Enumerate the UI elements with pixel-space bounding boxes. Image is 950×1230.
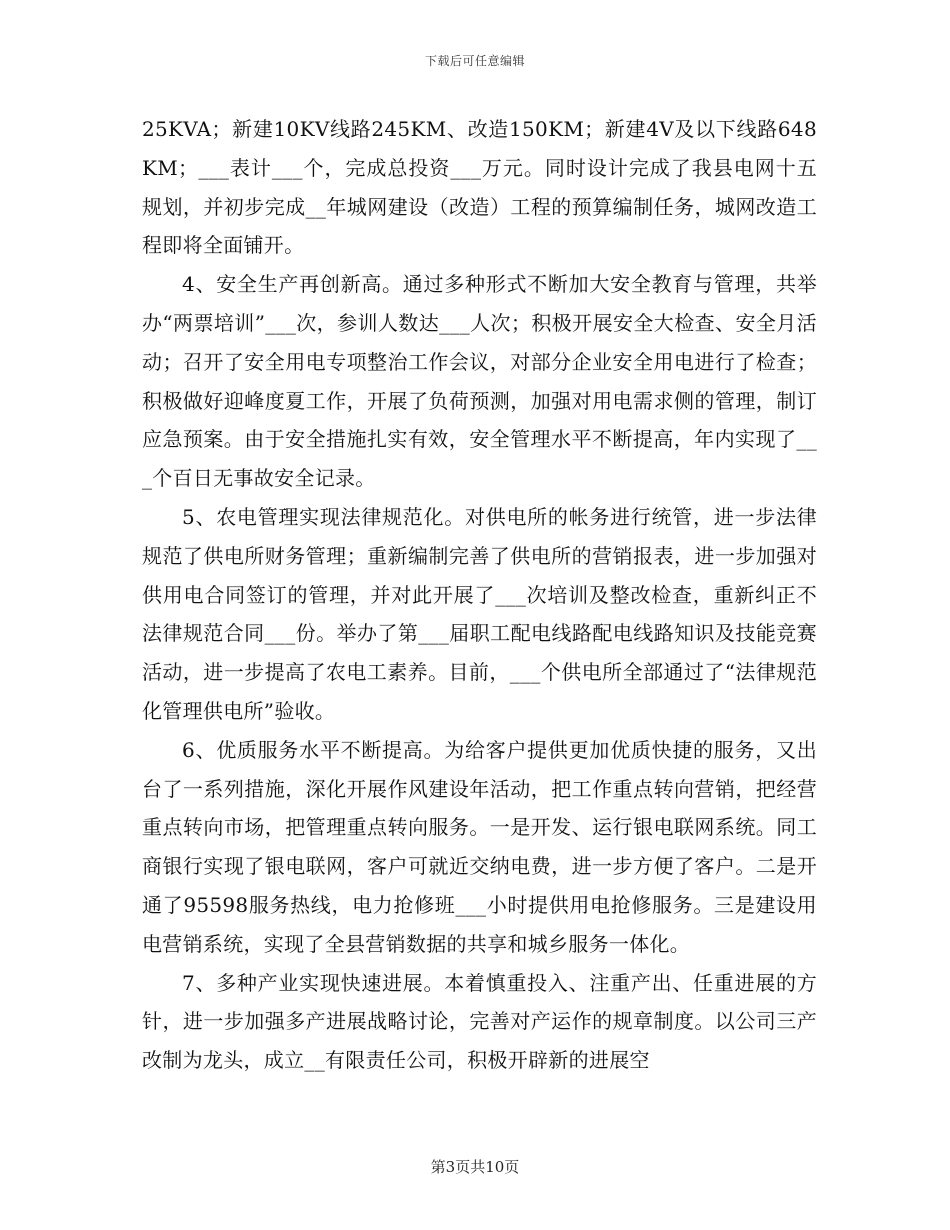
- paragraph-diverse-industries: 7、多种产业实现快速进展。本着慎重投入、注重产出、任重进展的方针，进一步加强多产进展战略讨论，完善对产运作的规章制度。以公司三产改制为龙头，成立__有限责任公司，积极开辟新的进展空: [142, 970, 817, 1073]
- page-header: 下载后可任意编辑: [424, 54, 525, 68]
- paragraph-quality-service: 6、优质服务水平不断提高。为给客户提供更加优质快捷的服务，又出台了一系列措施，深化开展作风建设年活动，把工作重点转向营销，把经营重点转向市场，把管理重点转向服务。一是开发、运行银电联网系统。同工商银行实现了银电联网，客户可就近交纳电费，进一步方便了客户。二是开通了95598服务热线，电力抢修班___小时提供用电抢修服务。三是建设用电营销系统，实现了全县营销数据的共享和城乡服务一体化。: [142, 737, 817, 956]
- paragraph-rural-power-management: 5、农电管理实现法律规范化。对供电所的帐务进行统管，进一步法律规范了供电所财务管理；重新编制完善了供电所的营销报表，进一步加强对供用电合同签订的管理，并对此开展了___次培训及整改检查，重新纠正不法律规范合同___份。举办了第___届职工配电线路配电线路知识及技能竞赛活动，进一步提高了农电工素养。目前，___个供电所全部通过了“法律规范化管理供电所”验收。: [142, 504, 817, 723]
- page-number: 第3页共10页: [430, 1158, 520, 1176]
- paragraph-continuation: 25KVA；新建10KV线路245KM、改造150KM；新建4V及以下线路648KM；___表计___个，完成总投资___万元。同时设计完成了我县电网十五规划，并初步完成__年城网建设（改造）工程的预算编制任务，城网改造工程即将全面铺开。: [142, 117, 817, 258]
- document-body: [142, 110, 817, 1080]
- paragraph-safety-production: 4、安全生产再创新高。通过多种形式不断加大安全教育与管理，共举办“两票培训”___次，参训人数达___人次；积极开展安全大检查、安全月活动；召开了安全用电专项整治工作会议，对部分企业安全用电进行了检查；积极做好迎峰度夏工作，开展了负荷预测，加强对用电需求侧的管理，制订应急预案。由于安全措施扎实有效，安全管理水平不断提高，年内实现了___个百日无事故安全记录。: [142, 272, 817, 491]
